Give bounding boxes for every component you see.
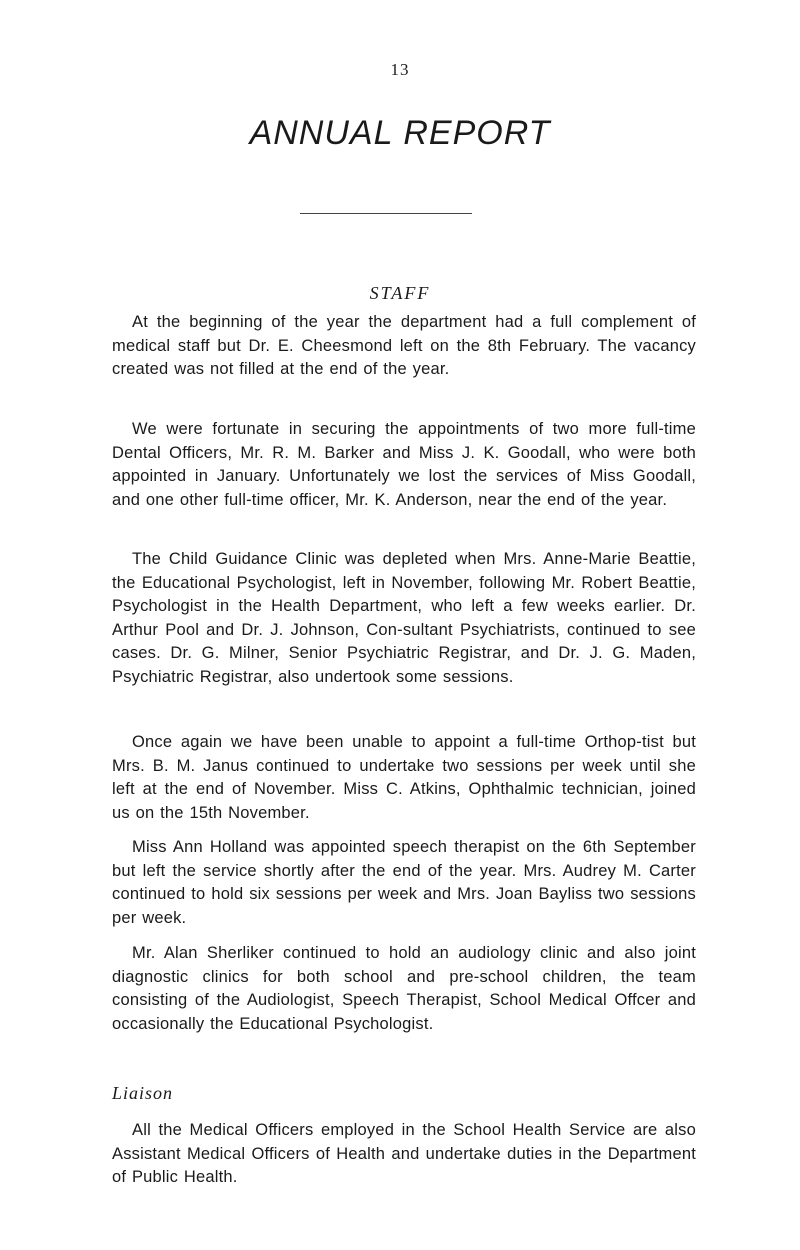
report-title: ANNUAL REPORT — [249, 114, 551, 152]
paragraph-staff-2: We were fortunate in securing the appointments of two more full-time Dental Officers, Mr. R. M. Barker and Miss J. K. Goodall, who were both appointed in January. Unfortunately we lost the services of Miss Goodall, and one other full-time officer, Mr. K. Anderson, near the end of the year. — [112, 420, 696, 509]
paragraph-staff-1: At the beginning of the year the department had a full complement of medical staff but Dr. E. Cheesmond left on the 8th February. The vacancy created was not filled at the end of the year. — [112, 313, 696, 378]
title-divider — [300, 213, 472, 214]
section-heading-staff: STAFF — [369, 283, 431, 303]
paragraph-staff-4: Once again we have been unable to appoint a full-time Orthop-tist but Mrs. B. M. Janus continued to undertake two sessions per week until she left at the end of November. Miss C. Atkins, Ophthalmic technician, joined us on the 15th November. — [112, 733, 696, 822]
paragraph-staff-5: Miss Ann Holland was appointed speech therapist on the 6th September but left the service shortly after the end of the year. Mrs. Audrey M. Carter continued to hold six sessions per week and Mrs. Joan Bayliss two sessions per week. — [112, 838, 696, 927]
sub-heading-liaison: Liaison — [112, 1083, 174, 1103]
paragraph-staff-6: Mr. Alan Sherliker continued to hold an audiology clinic and also joint diagnostic clinics for both school and pre-school children, the team consisting of the Audiologist, Speech Therapist, School Medical Offcer and occasionally the Educational Psychologist. — [112, 944, 696, 1033]
paragraph-liaison: All the Medical Officers employed in the School Health Service are also Assistant Medical Officers of Health and undertake duties in the Department of Public Health. — [112, 1121, 696, 1186]
paragraph-staff-3: The Child Guidance Clinic was depleted when Mrs. Anne-Marie Beattie, the Educational Psychologist, left in November, following Mr. Robert Beattie, Psychologist in the Health Department, who left a few weeks earlier. Dr. Arthur Pool and Dr. J. Johnson, Con-sultant Psychiatrists, continued to see cases. Dr. G. Milner, Senior Psychiatric Registrar, and Dr. J. G. Maden, Psychiatric Registrar, also undertook some sessions. — [112, 550, 696, 686]
page-number: 13 — [390, 60, 410, 79]
